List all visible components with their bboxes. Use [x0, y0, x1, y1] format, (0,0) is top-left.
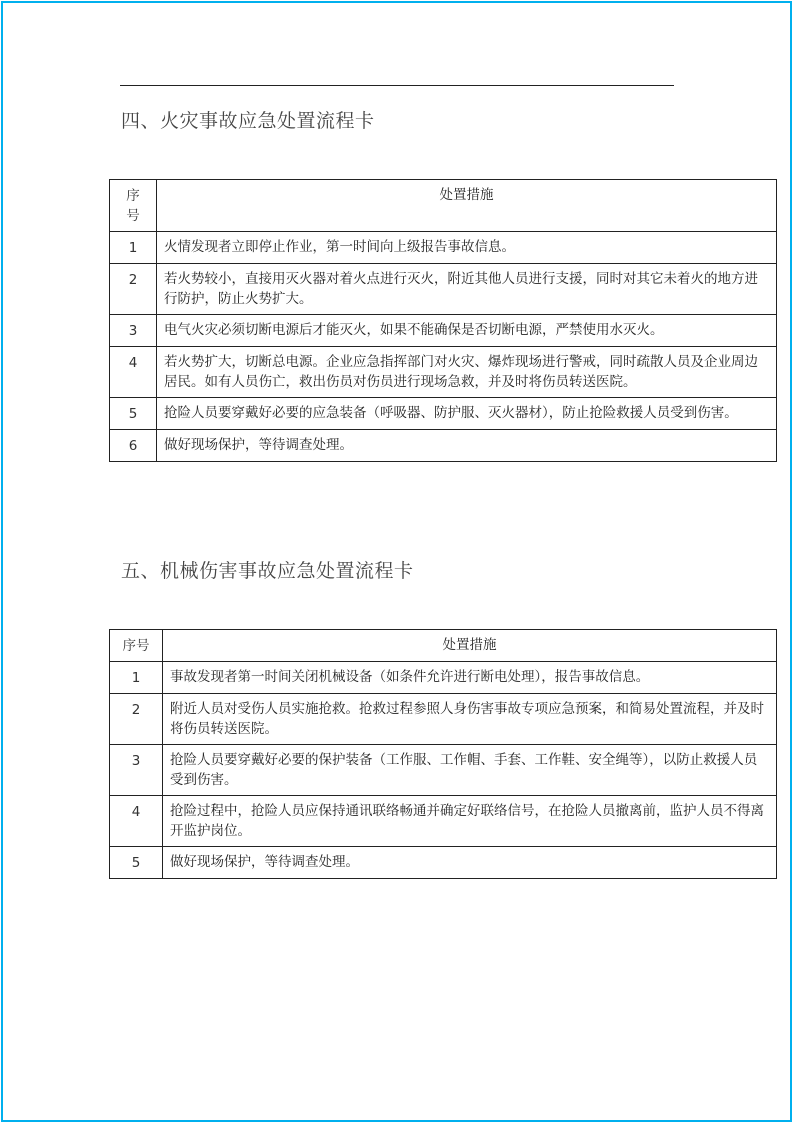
row-text: 做好现场保护，等待调查处理。: [157, 430, 777, 462]
table-header-row: [110, 630, 777, 662]
table-row: [110, 662, 777, 694]
header-measure: 处置措施: [163, 630, 777, 662]
row-num: 6: [110, 430, 157, 462]
row-text: 抢险人员要穿戴好必要的应急装备（呼吸器、防护服、灭火器材），防止抢险救援人员受到伤害。: [157, 398, 777, 430]
row-num: 3: [110, 745, 163, 796]
table-row: [110, 264, 777, 315]
section-title-mechanical: 五、机械伤害事故应急处置流程卡: [121, 560, 414, 582]
row-text: 附近人员对受伤人员实施抢救。抢救过程参照人身伤害事故专项应急预案，和简易处置流程，并及时将伤员转送医院。: [163, 694, 777, 745]
table-row: [110, 796, 777, 847]
header-num: 序号: [110, 630, 163, 662]
table-row: [110, 315, 777, 347]
table-row: [110, 398, 777, 430]
table-row: [110, 430, 777, 462]
row-text: 抢险人员要穿戴好必要的保护装备（工作服、工作帽、手套、工作鞋、安全绳等），以防止救援人员受到伤害。: [163, 745, 777, 796]
table-header-row: [110, 180, 777, 232]
row-num: 2: [110, 694, 163, 745]
row-text: 电气火灾必须切断电源后才能灭火，如果不能确保是否切断电源，严禁使用水灭火。: [157, 315, 777, 347]
row-num: 1: [110, 662, 163, 694]
row-num: 5: [110, 847, 163, 879]
header-num-line1: 序: [126, 188, 140, 204]
row-num: 3: [110, 315, 157, 347]
header-num-line2: 号: [126, 208, 140, 224]
header-rule: [120, 85, 674, 86]
row-num: 4: [110, 796, 163, 847]
row-num: 1: [110, 232, 157, 264]
table-row: [110, 347, 777, 398]
table-row: [110, 232, 777, 264]
row-text: 抢险过程中，抢险人员应保持通讯联络畅通并确定好联络信号，在抢险人员撤离前，监护人员不得离开监护岗位。: [163, 796, 777, 847]
mechanical-procedure-table: [109, 629, 777, 879]
row-num: 4: [110, 347, 157, 398]
fire-procedure-table: [109, 179, 777, 462]
header-measure: 处置措施: [157, 180, 777, 232]
header-num: [110, 180, 157, 232]
table-row: [110, 847, 777, 879]
row-text: 做好现场保护，等待调查处理。: [163, 847, 777, 879]
row-text: 若火势扩大，切断总电源。企业应急指挥部门对火灾、爆炸现场进行警戒，同时疏散人员及企业周边居民。如有人员伤亡，救出伤员对伤员进行现场急救，并及时将伤员转送医院。: [157, 347, 777, 398]
row-text: 若火势较小，直接用灭火器对着火点进行灭火，附近其他人员进行支援，同时对其它未着火的地方进行防护，防止火势扩大。: [157, 264, 777, 315]
row-num: 2: [110, 264, 157, 315]
table-row: [110, 694, 777, 745]
row-text: 事故发现者第一时间关闭机械设备（如条件允许进行断电处理），报告事故信息。: [163, 662, 777, 694]
section-title-fire: 四、火灾事故应急处置流程卡: [121, 110, 375, 132]
row-text: 火情发现者立即停止作业，第一时间向上级报告事故信息。: [157, 232, 777, 264]
table-row: [110, 745, 777, 796]
row-num: 5: [110, 398, 157, 430]
